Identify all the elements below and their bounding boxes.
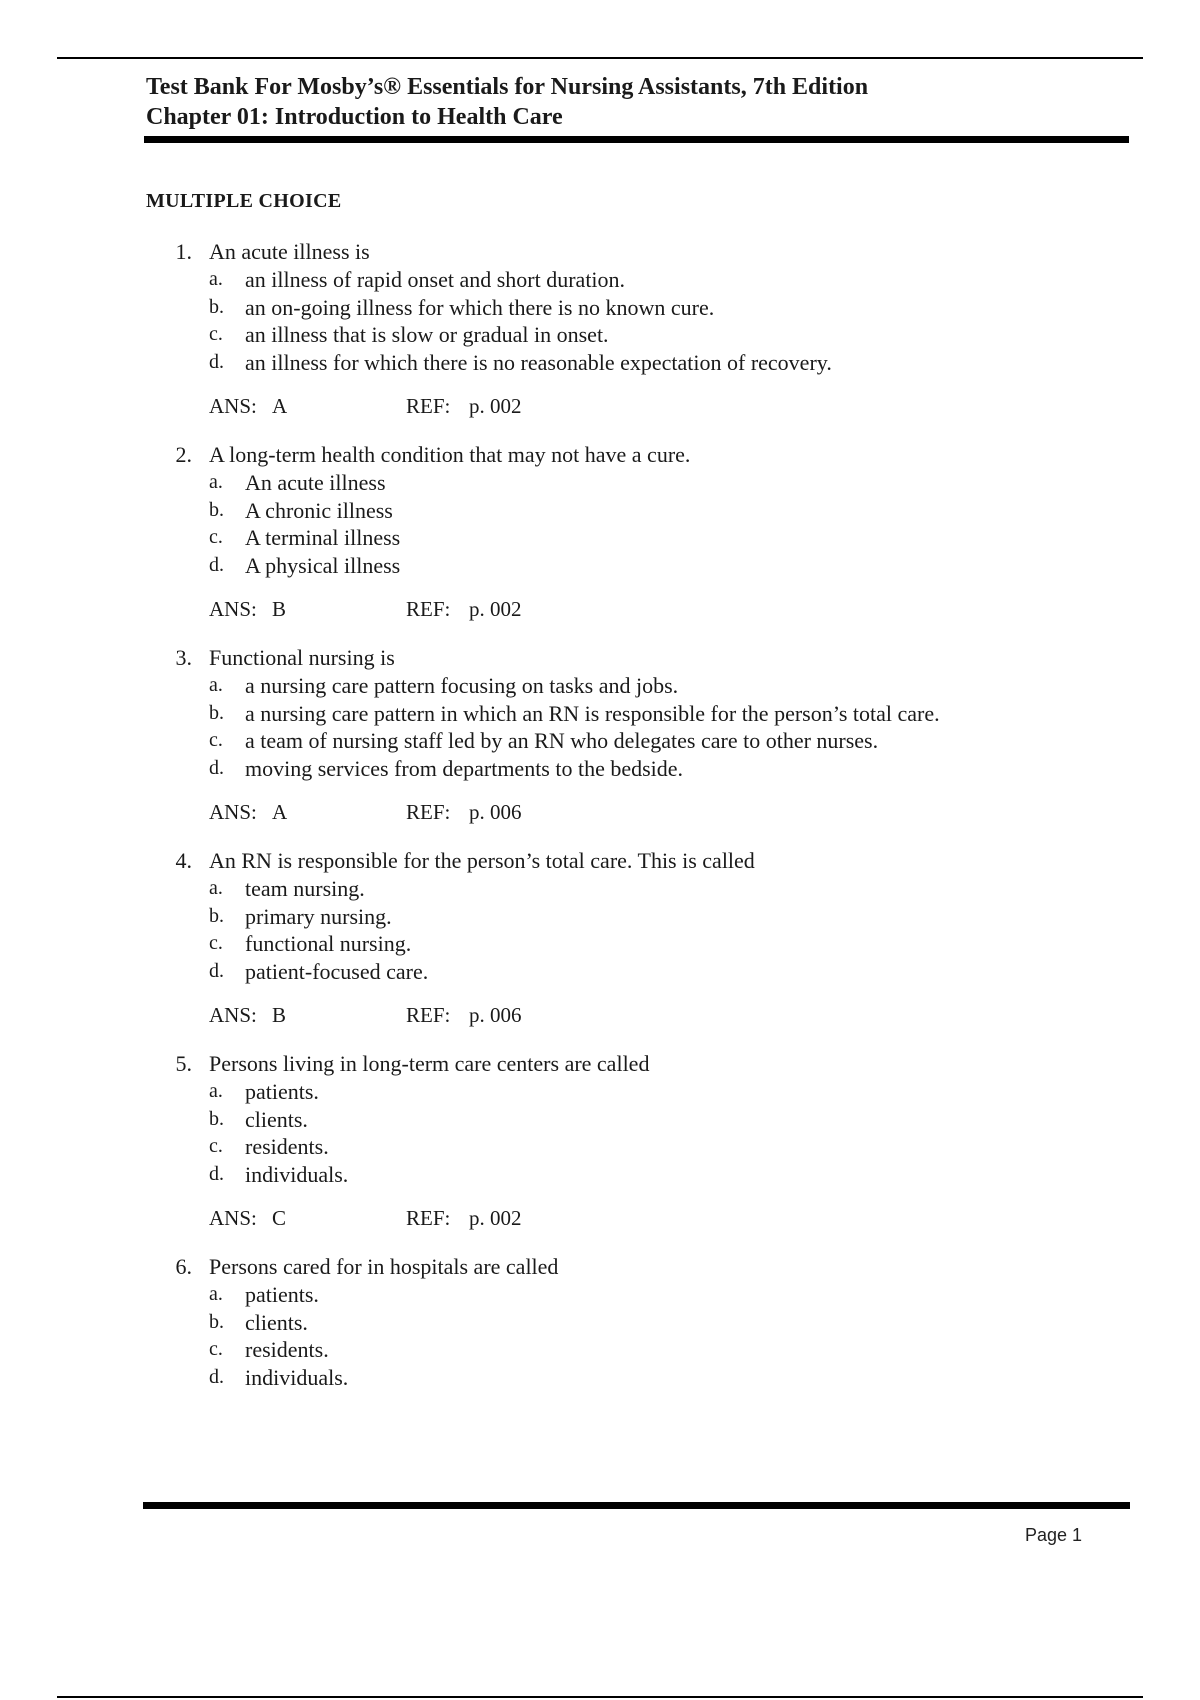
answer-line bbox=[0, 392, 1200, 420]
answer-value: C bbox=[272, 1206, 287, 1230]
choice-letter: b. bbox=[209, 701, 224, 724]
choice-a bbox=[0, 1281, 1200, 1309]
choice-a bbox=[0, 875, 1200, 903]
choice-letter: c. bbox=[209, 526, 223, 548]
choice-letter: c. bbox=[209, 323, 223, 345]
question-number: 5. bbox=[175, 1051, 192, 1076]
choice-text: an illness that is slow or gradual in onset. bbox=[245, 322, 609, 347]
choice-letter: d. bbox=[209, 350, 224, 373]
choice-text: primary nursing. bbox=[245, 903, 392, 929]
answer-label: ANS: bbox=[209, 800, 257, 824]
answer-label: ANS: bbox=[209, 394, 257, 418]
choice-text: patient-focused care. bbox=[245, 958, 429, 984]
choice-text: an on-going illness for which there is no known cure. bbox=[245, 294, 715, 320]
question-3 bbox=[0, 644, 1200, 826]
answer-label: ANS: bbox=[209, 597, 257, 621]
question-text: An RN is responsible for the person’s total care. This is called bbox=[209, 848, 755, 873]
choice-letter: d. bbox=[209, 553, 224, 576]
choice-a bbox=[0, 266, 1200, 294]
question-number: 1. bbox=[175, 239, 192, 264]
choice-text: a nursing care pattern in which an RN is responsible for the person’s total care. bbox=[245, 700, 940, 726]
choice-d bbox=[0, 552, 1200, 580]
choice-b bbox=[0, 294, 1200, 322]
question-stem bbox=[0, 1253, 1200, 1281]
question-number: 6. bbox=[175, 1254, 192, 1279]
reference-label: REF: bbox=[406, 597, 451, 621]
choice-a bbox=[0, 672, 1200, 700]
choice-letter: d. bbox=[209, 959, 224, 982]
choice-d bbox=[0, 755, 1200, 783]
answer-label: ANS: bbox=[209, 1206, 257, 1230]
answer-line bbox=[0, 1204, 1200, 1232]
question-stem bbox=[0, 847, 1200, 875]
choice-c bbox=[0, 524, 1200, 552]
choice-letter: c. bbox=[209, 1338, 223, 1360]
choice-c bbox=[0, 1336, 1200, 1364]
choice-d bbox=[0, 958, 1200, 986]
choice-text: a team of nursing staff led by an RN who delegates care to other nurses. bbox=[245, 728, 879, 753]
document-header bbox=[146, 72, 1126, 132]
question-stem bbox=[0, 644, 1200, 672]
choice-text: individuals. bbox=[245, 1161, 349, 1187]
choice-b bbox=[0, 1309, 1200, 1337]
header-divider bbox=[144, 136, 1129, 143]
choice-a bbox=[0, 469, 1200, 497]
page-number: Page 1 bbox=[1024, 1525, 1082, 1545]
choice-text: A chronic illness bbox=[245, 497, 393, 523]
question-text: A long-term health condition that may not have a cure. bbox=[209, 442, 691, 467]
choice-c bbox=[0, 930, 1200, 958]
choice-text: individuals. bbox=[245, 1364, 349, 1390]
question-number: 3. bbox=[175, 645, 192, 670]
question-text: Persons cared for in hospitals are called bbox=[209, 1254, 559, 1279]
choice-c bbox=[0, 321, 1200, 349]
choice-letter: c. bbox=[209, 1135, 223, 1157]
question-stem bbox=[0, 1050, 1200, 1078]
choice-b bbox=[0, 700, 1200, 728]
chapter-title: Chapter 01: Introduction to Health Care bbox=[146, 104, 563, 130]
document-title: Test Bank For Mosby’s® Essentials for Nursing Assistants, 7th Edition bbox=[146, 74, 869, 100]
question-stem bbox=[0, 238, 1200, 266]
choice-c bbox=[0, 727, 1200, 755]
reference-value: p. 002 bbox=[469, 1206, 522, 1230]
choice-letter: d. bbox=[209, 1365, 224, 1388]
choice-text: residents. bbox=[245, 1134, 329, 1159]
choice-a bbox=[0, 1078, 1200, 1106]
choice-letter: a. bbox=[209, 674, 223, 696]
reference-label: REF: bbox=[406, 394, 451, 418]
choice-text: A terminal illness bbox=[245, 525, 401, 550]
question-2 bbox=[0, 441, 1200, 623]
choice-text: team nursing. bbox=[245, 876, 365, 901]
question-stem bbox=[0, 441, 1200, 469]
reference-value: p. 006 bbox=[469, 800, 522, 824]
choice-d bbox=[0, 1161, 1200, 1189]
answer-value: A bbox=[272, 800, 288, 824]
question-5 bbox=[0, 1050, 1200, 1232]
choice-text: an illness for which there is no reasonable expectation of recovery. bbox=[245, 349, 832, 375]
choice-text: patients. bbox=[245, 1282, 319, 1307]
reference-value: p. 002 bbox=[469, 597, 522, 621]
choice-text: clients. bbox=[245, 1106, 308, 1132]
choice-text: functional nursing. bbox=[245, 931, 412, 956]
reference-label: REF: bbox=[406, 800, 451, 824]
choice-letter: b. bbox=[209, 1310, 224, 1333]
choice-letter: a. bbox=[209, 471, 223, 493]
choice-d bbox=[0, 1364, 1200, 1392]
answer-label: ANS: bbox=[209, 1003, 257, 1027]
choice-text: An acute illness bbox=[245, 470, 386, 495]
choice-letter: d. bbox=[209, 756, 224, 779]
reference-value: p. 006 bbox=[469, 1003, 522, 1027]
footer-divider bbox=[143, 1502, 1130, 1509]
choice-b bbox=[0, 497, 1200, 525]
question-4 bbox=[0, 847, 1200, 1029]
section-heading: MULTIPLE CHOICE bbox=[146, 190, 342, 212]
choice-letter: a. bbox=[209, 1080, 223, 1102]
choice-d bbox=[0, 349, 1200, 377]
choice-letter: b. bbox=[209, 904, 224, 927]
question-list bbox=[0, 238, 1200, 1412]
choice-letter: b. bbox=[209, 1107, 224, 1130]
choice-text: A physical illness bbox=[245, 552, 401, 578]
choice-letter: a. bbox=[209, 877, 223, 899]
choice-letter: b. bbox=[209, 498, 224, 521]
choice-text: residents. bbox=[245, 1337, 329, 1362]
choice-b bbox=[0, 1106, 1200, 1134]
question-6 bbox=[0, 1253, 1200, 1391]
reference-value: p. 002 bbox=[469, 394, 522, 418]
choice-letter: c. bbox=[209, 729, 223, 751]
question-text: Persons living in long-term care centers are called bbox=[209, 1051, 650, 1076]
choice-text: an illness of rapid onset and short duration. bbox=[245, 267, 626, 292]
choice-letter: c. bbox=[209, 932, 223, 954]
answer-value: B bbox=[272, 597, 287, 621]
choice-c bbox=[0, 1133, 1200, 1161]
answer-line bbox=[0, 1001, 1200, 1029]
choice-text: clients. bbox=[245, 1309, 308, 1335]
answer-line bbox=[0, 798, 1200, 826]
page-bottom-rule bbox=[57, 1696, 1143, 1698]
question-text: An acute illness is bbox=[209, 239, 370, 264]
choice-text: a nursing care pattern focusing on tasks and jobs. bbox=[245, 673, 679, 698]
question-number: 2. bbox=[175, 442, 192, 467]
choice-letter: a. bbox=[209, 1283, 223, 1305]
question-number: 4. bbox=[175, 848, 192, 873]
choice-text: moving services from departments to the bedside. bbox=[245, 755, 684, 781]
choice-b bbox=[0, 903, 1200, 931]
answer-value: B bbox=[272, 1003, 287, 1027]
choice-text: patients. bbox=[245, 1079, 319, 1104]
choice-letter: b. bbox=[209, 295, 224, 318]
reference-label: REF: bbox=[406, 1206, 451, 1230]
reference-label: REF: bbox=[406, 1003, 451, 1027]
page-top-rule bbox=[57, 57, 1143, 59]
choice-letter: a. bbox=[209, 268, 223, 290]
choice-letter: d. bbox=[209, 1162, 224, 1185]
question-text: Functional nursing is bbox=[209, 645, 395, 670]
answer-value: A bbox=[272, 394, 288, 418]
question-1 bbox=[0, 238, 1200, 420]
answer-line bbox=[0, 595, 1200, 623]
